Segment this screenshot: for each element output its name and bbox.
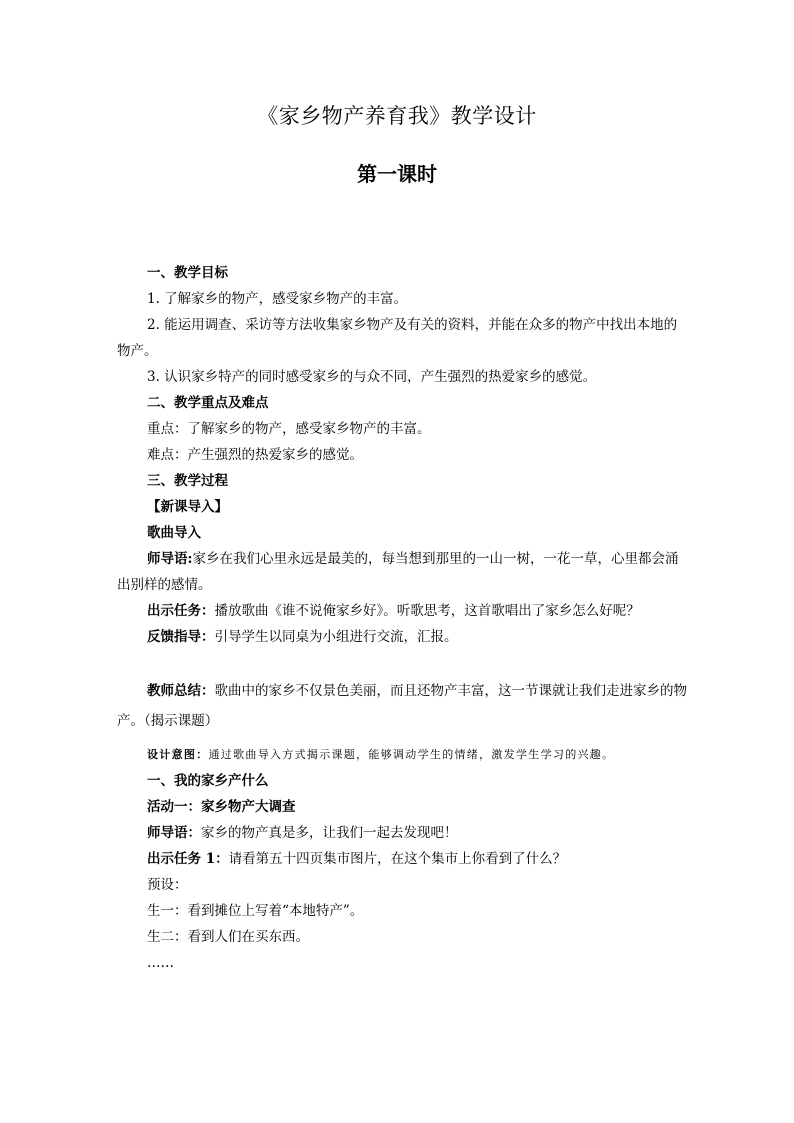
section-heading-key-points: 二、教学重点及难点 xyxy=(147,395,269,411)
student-answer-1: 生一：看到摊位上写着“本地特产”。 xyxy=(147,903,364,919)
teacher-guide-paragraph-2 xyxy=(117,820,687,846)
part-heading-products: 一、我的家乡产什么 xyxy=(147,773,269,789)
blank-line xyxy=(117,650,687,676)
task-label: 出示任务： xyxy=(147,603,215,619)
task-paragraph xyxy=(117,598,687,624)
teacher-guide-text-2: 家乡的物产真是多，让我们一起去发现吧！ xyxy=(201,825,458,841)
preset-label: 预设： xyxy=(147,877,188,893)
summary-paragraph xyxy=(117,676,687,736)
design-intent-label: 设计意图： xyxy=(147,748,209,761)
goal-item-2: 2. 能运用调查、采访等方法收集家乡物产及有关的资料，并能在众多的物产中找出本地的物产。 xyxy=(117,317,678,359)
feedback-label: 反馈指导： xyxy=(147,629,215,645)
section-heading-goals: 一、教学目标 xyxy=(147,265,228,281)
song-intro-label: 歌曲导入 xyxy=(147,525,201,541)
document-title: 《家乡物产养育我》教学设计 xyxy=(257,104,537,128)
goal-item-3: 3. 认识家乡特产的同时感受家乡的与众不同，产生强烈的热爱家乡的感觉。 xyxy=(147,369,597,385)
teacher-guide-paragraph-1 xyxy=(117,546,687,598)
document-subtitle: 第一课时 xyxy=(357,162,437,186)
task1-paragraph xyxy=(117,846,687,872)
difficulty-text: 难点：产生强烈的热爱家乡的感觉。 xyxy=(147,447,363,463)
summary-text: 歌曲中的家乡不仅景色美丽，而且还物产丰富，这一节课就让我们走进家乡的物产。（揭示课题） xyxy=(117,683,687,729)
teacher-guide-label: 师导语: xyxy=(147,551,193,567)
student-answer-2: 生二：看到人们在买东西。 xyxy=(147,929,309,945)
task1-label: 出示任务 1： xyxy=(147,851,229,867)
key-point-text: 重点：了解家乡的物产，感受家乡物产的丰富。 xyxy=(147,421,431,437)
section-heading-process: 三、教学过程 xyxy=(147,473,228,489)
goal-item-1: 1. 了解家乡的物产，感受家乡物产的丰富。 xyxy=(147,291,408,307)
teacher-guide-text: 家乡在我们心里永远是最美的，每当想到那里的一山一树，一花一草，心里都会涌出别样的感情。 xyxy=(117,551,679,593)
summary-label: 教师总结： xyxy=(147,683,215,699)
teacher-guide-label-2: 师导语： xyxy=(147,825,201,841)
design-intent-text: 通过歌曲导入方式揭示课题，能够调动学生的情绪，激发学生学习的兴趣。 xyxy=(208,748,615,761)
document-body xyxy=(117,260,687,976)
activity-heading-1: 活动一：家乡物产大调查 xyxy=(147,799,296,815)
feedback-text: 引导学生以同桌为小组进行交流，汇报。 xyxy=(214,629,458,645)
task-text: 播放歌曲《谁不说俺家乡好》。听歌思考，这首歌唱出了家乡怎么好呢？ xyxy=(214,603,640,619)
task1-text: 请看第五十四页集市图片，在这个集市上你看到了什么？ xyxy=(228,851,567,867)
feedback-paragraph xyxy=(117,624,687,650)
design-intent-paragraph xyxy=(117,742,687,768)
new-lesson-label: 【新课导入】 xyxy=(147,499,228,515)
ellipsis: …… xyxy=(147,955,174,971)
